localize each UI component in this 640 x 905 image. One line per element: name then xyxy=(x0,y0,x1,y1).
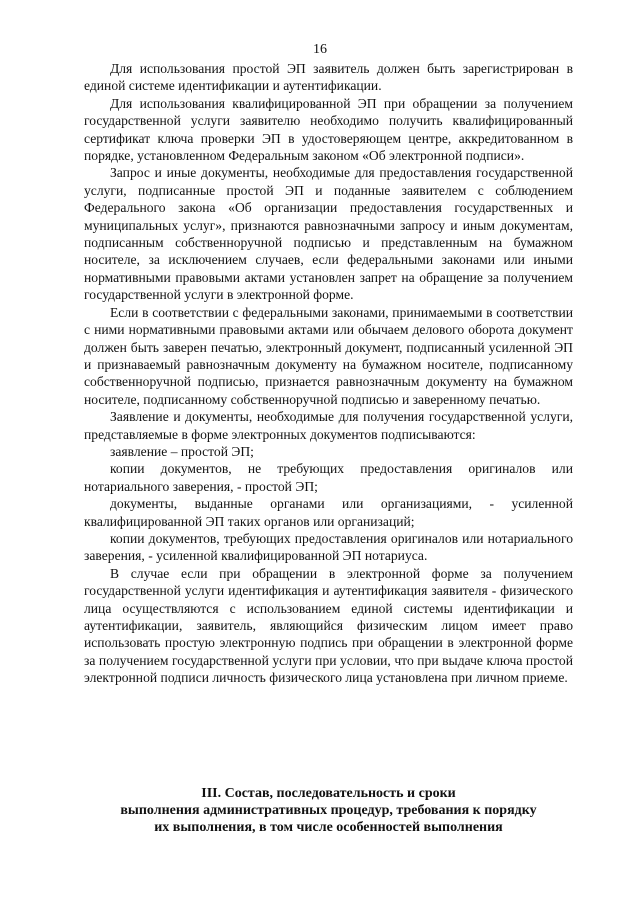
section-heading-line-1: III. Состав, последовательность и сроки xyxy=(201,786,456,801)
paragraph-signing-intro: Заявление и документы, необходимые для получения государственной услуги, представляемые в форме электронных документов подписываются: xyxy=(84,409,573,442)
paragraph-qualified-ep-certificate: Для использования квалифицированной ЭП при обращении за получением государственной услуги заявителю необходимо получить квалифицированный сертификат ключа проверки ЭП в удостоверяющем центре, аккредитованном в порядке, установленном Федеральным законом «Об электронной подписи». xyxy=(84,95,573,164)
list-item-copies-notary: копии документов, требующих предоставления оригиналов или нотариального заверения, - усиленной квалифицированной ЭП нотариуса. xyxy=(84,530,573,564)
list-item-application: заявление – простой ЭП; xyxy=(110,443,254,459)
paragraph-simple-ep-registration: Для использования простой ЭП заявитель должен быть зарегистрирован в единой системе идентификации и аутентификации. xyxy=(84,61,573,94)
section-heading-line-3: их выполнения, в том числе особенностей выполнения xyxy=(154,820,503,835)
page-number: 16 xyxy=(313,42,327,57)
paragraph-identification: В случае если при обращении в электронной форме за получением государственной услуги идентификация и аутентификация заявителя - физического лица осуществляются с использованием единой системы идентификации и аутентификации, заявитель, являющийся физическим лицом имеет право использовать простую электронную подпись при обращении в электронной форме за получением государственной услуги при условии, что при выдаче ключа простой электронной подписи личность физического лица установлена при личном приеме. xyxy=(84,565,573,686)
list-item-issued-documents: документы, выданные органами или организациями, - усиленной квалифицированной ЭП таких органов или организаций; xyxy=(84,496,573,529)
paragraph-documents-equivalence: Запрос и иные документы, необходимые для предоставления государственной услуги, подписанные простой ЭП и поданные заявителем с соблюдением Федерального закона «Об организации предоставления государственных и муниципальных услуг», признаются равнозначными запросу и иным документам, подписанным собственноручной подписью и представленным на бумажном носителе, за исключением случаев, если федеральными законами или иными нормативными правовыми актами установлен запрет на обращение за получением государственной услуги в электронной форме. xyxy=(84,165,573,303)
document-body xyxy=(84,60,573,687)
section-heading xyxy=(84,785,573,836)
list-item-copies-simple: копии документов, не требующих предоставления оригиналов или нотариального заверения, - простой ЭП; xyxy=(84,461,573,494)
paragraph-seal-equivalence: Если в соответствии с федеральными законами, принимаемыми в соответствии с ними нормативными правовыми актами или обычаем делового оборота документ должен быть заверен печатью, электронный документ, подписанный усиленной ЭП и признаваемый равнозначным документу на бумажном носителе, подписанному собственноручной подписью, признается равнозначным документу на бумажном носителе, подписанному собственноручной подписью и заверенному печатью. xyxy=(84,304,573,407)
section-heading-line-2: выполнения административных процедур, требования к порядку xyxy=(120,803,537,818)
